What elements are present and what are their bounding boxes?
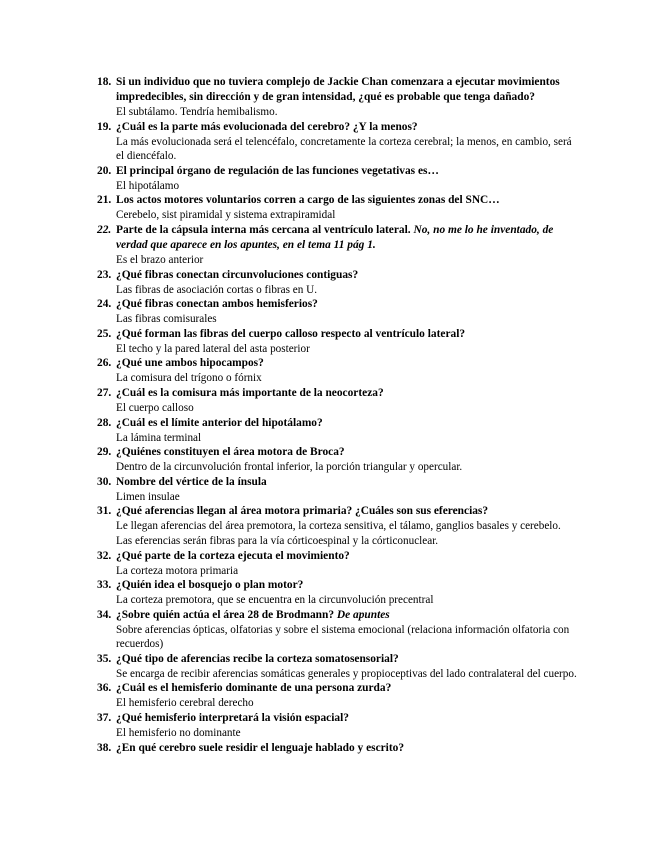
question-text [116, 297, 577, 312]
question-main-text: ¿Qué aferencias llegan al área motora primaria? ¿Cuáles son sus eferencias? [116, 505, 489, 518]
question-text [116, 268, 577, 283]
question-number: 38. [97, 741, 112, 754]
question-text [116, 475, 577, 490]
question-text [116, 741, 577, 756]
question-main-text: ¿Qué fibras conectan ambos hemisferios? [116, 298, 318, 311]
question-text [116, 327, 577, 342]
question-item [97, 681, 577, 711]
question-main-text: Nombre del vértice de la ínsula [116, 475, 267, 488]
question-main-text: ¿Qué une ambos hipocampos? [116, 357, 264, 370]
question-main-text: El principal órgano de regulación de las funciones vegetativas es… [116, 164, 439, 177]
question-text [116, 578, 577, 593]
question-note: No, no me lo he inventado, de verdad que aparece en los apuntes, en el tema 11 pág 1. [116, 223, 554, 251]
question-text [116, 223, 577, 253]
question-number: 37. [97, 712, 112, 725]
question-text [116, 608, 577, 623]
question-text [116, 193, 577, 208]
answer-text: Dentro de la circunvolución frontal inferior, la porción triangular y opercular. [116, 461, 463, 474]
question-main-text: Parte de la cápsula interna más cercana al ventrículo lateral. [116, 223, 411, 236]
question-text [116, 549, 577, 564]
question-main-text: ¿Cuál es la parte más evolucionada del cerebro? ¿Y la menos? [116, 120, 418, 133]
question-main-text: ¿Qué tipo de aferencias recibe la corteza somatosensorial? [116, 652, 399, 665]
question-text [116, 356, 577, 371]
question-main-text: ¿Quiénes constituyen el área motora de Broca? [116, 446, 345, 459]
answer-text: Sobre aferencias ópticas, olfatorias y sobre el sistema emocional (relaciona información olfatoria con recuerdos) [116, 623, 570, 651]
answer-text: El hipotálamo [116, 179, 180, 192]
answer-text: El subtálamo. Tendría hemibalismo. [116, 106, 278, 118]
question-item [97, 549, 577, 579]
question-main-text: ¿En qué cerebro suele residir el lenguaje hablado y escrito? [116, 741, 405, 754]
question-item [97, 164, 577, 194]
question-item [97, 386, 577, 416]
question-item [97, 711, 577, 741]
answer-text: Cerebelo, sist piramidal y sistema extrapiramidal [116, 209, 336, 222]
question-list [97, 75, 577, 756]
question-main-text: Los actos motores voluntarios corren a cargo de las siguientes zonas del SNC… [116, 194, 500, 207]
answer-text: La corteza premotora, que se encuentra en la circunvolución precentral [116, 594, 434, 607]
answer-text: Es el brazo anterior [116, 253, 204, 266]
question-item [97, 327, 577, 357]
question-note: De apuntes [336, 608, 390, 621]
answer-text: La comisura del trígono o fórnix [116, 372, 262, 385]
question-text [116, 445, 577, 460]
question-item [97, 268, 577, 298]
question-number: 18. [97, 76, 112, 88]
answer-text: La lámina terminal [116, 431, 202, 444]
question-number: 29. [97, 446, 112, 459]
question-item [97, 652, 577, 682]
question-text [116, 711, 577, 726]
question-text [116, 681, 577, 696]
question-number: 31. [97, 505, 112, 518]
question-number: 32. [97, 549, 112, 562]
question-main-text: ¿Cuál es el hemisferio dominante de una persona zurda? [116, 682, 392, 695]
question-item [97, 75, 577, 120]
question-number: 21. [97, 194, 112, 207]
question-item [97, 120, 577, 164]
question-text [116, 386, 577, 401]
question-text [116, 75, 577, 105]
question-number: 28. [97, 416, 112, 429]
question-item [97, 416, 577, 446]
question-main-text: ¿Qué parte de la corteza ejecuta el movimiento? [116, 549, 350, 562]
question-number: 36. [97, 682, 112, 695]
answer-text: Limen insulae [116, 490, 180, 503]
answer-text: Le llegan aferencias del área premotora, la corteza sensitiva, el tálamo, ganglios basales y cerebelo. Las eferencias serán fibras para la vía córticoespinal y la córticonuclear. [116, 520, 561, 547]
question-number: 24. [97, 298, 112, 311]
answer-text: Las fibras de asociación cortas o fibras en U. [116, 283, 317, 296]
question-number: 22. [97, 223, 112, 236]
answer-text: Se encarga de recibir aferencias somáticas generales y propioceptivas del lado contralateral del cuerpo. [116, 667, 577, 680]
question-item [97, 445, 577, 475]
question-item [97, 608, 577, 652]
question-item [97, 741, 577, 756]
question-text [116, 120, 577, 135]
question-item [97, 475, 577, 505]
question-main-text: ¿Qué hemisferio interpretará la visión espacial? [116, 712, 349, 725]
question-main-text: ¿Cuál es el límite anterior del hipotálamo? [116, 416, 323, 429]
question-number: 35. [97, 652, 112, 665]
question-item [97, 297, 577, 327]
question-text [116, 164, 577, 179]
question-number: 19. [97, 120, 112, 133]
question-text [116, 416, 577, 431]
answer-text: El cuerpo calloso [116, 401, 194, 414]
question-number: 27. [97, 386, 112, 399]
question-text [116, 504, 577, 519]
question-number: 20. [97, 164, 112, 177]
question-number: 23. [97, 268, 112, 281]
question-item [97, 356, 577, 386]
question-main-text: ¿Sobre quién actúa el área 28 de Brodmann? [116, 608, 335, 621]
question-item [97, 504, 577, 548]
question-main-text: ¿Quién idea el bosquejo o plan motor? [116, 579, 304, 592]
question-number: 30. [97, 475, 112, 488]
answer-text: La más evolucionada será el telencéfalo, concretamente la corteza cerebral; la menos, en cambio, será el diencéfalo. [116, 135, 572, 163]
answer-text: Las fibras comisurales [116, 313, 217, 326]
answer-text: La corteza motora primaria [116, 564, 239, 577]
answer-text: El hemisferio cerebral derecho [116, 697, 254, 710]
question-text [116, 652, 577, 667]
question-number: 34. [97, 608, 112, 621]
question-main-text: Si un individuo que no tuviera complejo de Jackie Chan comenzara a ejecutar movimientos impredecibles, sin dirección y de gran intensidad, ¿qué es probable que tenga dañado? [116, 76, 560, 103]
question-item [97, 223, 577, 268]
question-main-text: ¿Cuál es la comisura más importante de la neocorteza? [116, 386, 384, 399]
question-item [97, 193, 577, 223]
question-main-text: ¿Qué forman las fibras del cuerpo calloso respecto al ventrículo lateral? [116, 327, 466, 340]
question-main-text: ¿Qué fibras conectan circunvoluciones contiguas? [116, 268, 359, 281]
answer-text: El hemisferio no dominante [116, 727, 241, 740]
question-number: 33. [97, 579, 112, 592]
answer-text: El techo y la pared lateral del asta posterior [116, 342, 310, 355]
question-item [97, 578, 577, 608]
question-number: 25. [97, 327, 112, 340]
question-number: 26. [97, 357, 112, 370]
